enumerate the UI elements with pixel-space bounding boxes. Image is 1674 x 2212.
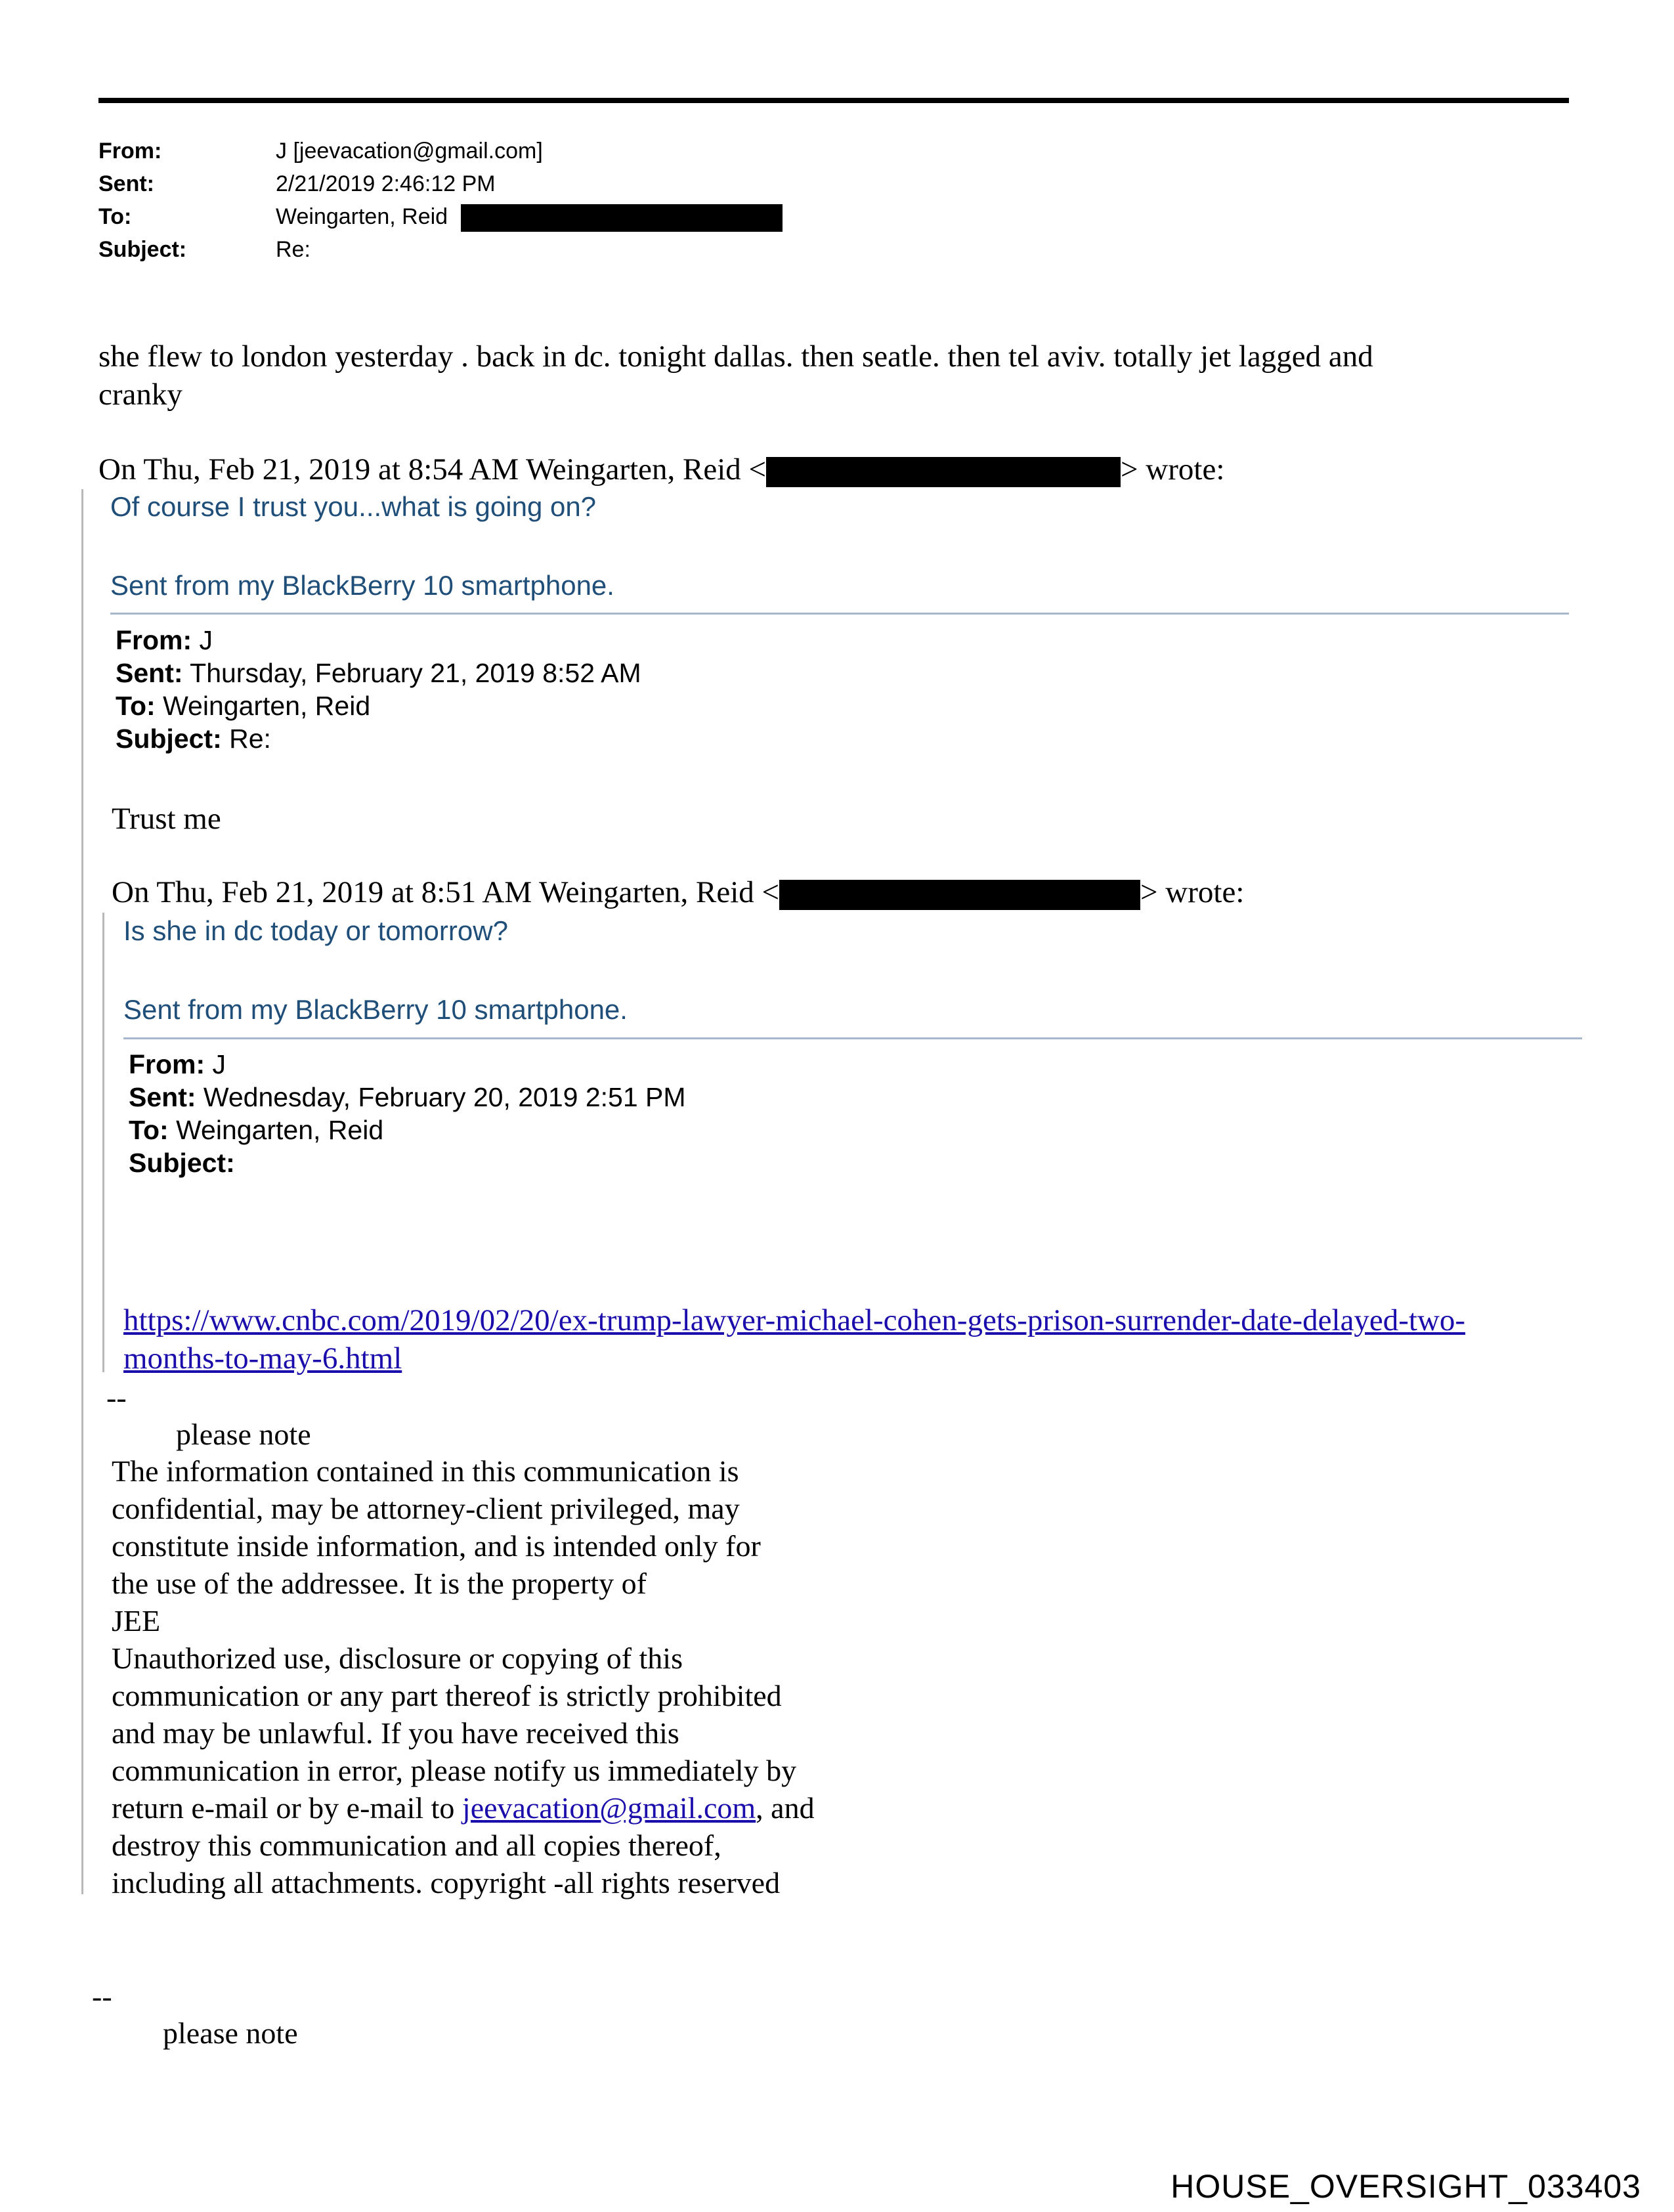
subject-value: Re: <box>276 237 311 262</box>
quote2-separator <box>123 1037 1582 1039</box>
quote1-reply: Trust me <box>112 802 221 836</box>
quote1-fw-sent-label: Sent: <box>116 658 183 688</box>
disclaimer-line: JEE <box>112 1604 161 1637</box>
to-row <box>276 200 783 233</box>
quote2-attribution <box>112 873 1244 911</box>
disclaimer-line: communication or any part thereof is strictly prohibited <box>112 1679 782 1712</box>
disclaimer-return-line <box>112 1789 815 1827</box>
from-value: J [jeevacation@gmail.com] <box>276 139 543 163</box>
article-link[interactable]: https://www.cnbc.com/2019/02/20/ex-trump-lawyer-michael-cohen-gets-prison-surrender-date-delayed-two- <box>123 1303 1466 1337</box>
quote2-signature: Sent from my BlackBerry 10 smartphone. <box>123 994 628 1025</box>
disclaimer-line: confidential, may be attorney-client privileged, may <box>112 1492 740 1525</box>
disclaimer-return-prefix: return e-mail or by e-mail to <box>112 1791 462 1825</box>
disclaimer-line: communication in error, please notify us immediately by <box>112 1754 797 1787</box>
redaction-bar <box>779 880 1140 910</box>
quote1-fw-sent <box>116 657 641 689</box>
quote2-body: Is she in dc today or tomorrow? <box>123 915 508 946</box>
quote2-attribution-prefix: On Thu, Feb 21, 2019 at 8:51 AM Weingarten, Reid < <box>112 875 780 909</box>
quote1-fw-from-label: From: <box>116 625 192 655</box>
quote2-fw-sent <box>129 1081 686 1114</box>
quote2-fw-from-label: From: <box>129 1049 205 1079</box>
redaction-bar <box>461 204 783 232</box>
quote1-fw-to <box>116 689 370 722</box>
article-link-cont[interactable]: months-to-may-6.html <box>123 1341 402 1376</box>
to-value: Weingarten, Reid <box>276 204 448 229</box>
quote2-fw-subject <box>129 1146 235 1179</box>
quote1-body: Of course I trust you...what is going on? <box>110 491 597 522</box>
disclaimer-line: constitute inside information, and is intended only for <box>112 1529 761 1563</box>
message-line-2: cranky <box>98 378 182 412</box>
disclaimer-line: Unauthorized use, disclosure or copying of this <box>112 1641 683 1675</box>
disclaimer-line: destroy this communication and all copies thereof, <box>112 1829 721 1862</box>
from-label: From: <box>98 139 162 163</box>
quote1-signature: Sent from my BlackBerry 10 smartphone. <box>110 570 614 601</box>
quote2-fw-to <box>129 1114 383 1146</box>
message-line-1: she flew to london yesterday . back in dc. tonight dallas. then seatle. then tel aviv. totally jet lagged and <box>98 339 1373 374</box>
outer-footer-dashes: -- <box>92 1980 112 2013</box>
disclaimer-return-suffix: , and <box>756 1791 815 1825</box>
quote1-fw-from-value: J <box>192 625 213 655</box>
quote2-border <box>102 913 104 1372</box>
sent-value: 2/21/2019 2:46:12 PM <box>276 171 496 196</box>
outer-footer-note: please note <box>163 2016 298 2050</box>
quote1-fw-subject <box>116 722 271 755</box>
email-link[interactable]: jeevacation@gmail.com <box>461 1791 756 1825</box>
disclaimer-line: the use of the addressee. It is the property of <box>112 1567 647 1600</box>
disclaimer-line: The information contained in this communication is <box>112 1454 739 1488</box>
quote1-fw-subject-label: Subject: <box>116 724 222 754</box>
quote1-border <box>81 489 83 1894</box>
subject-label: Subject: <box>98 237 187 262</box>
quote1-attribution-suffix: > wrote: <box>1121 452 1225 487</box>
disclaimer-line: and may be unlawful. If you have received this <box>112 1716 679 1750</box>
quote2-fw-sent-value: Wednesday, February 20, 2019 2:51 PM <box>196 1082 686 1112</box>
sent-label: Sent: <box>98 171 154 196</box>
footer-dashes: -- <box>106 1381 127 1414</box>
to-label: To: <box>98 204 132 229</box>
top-rule <box>98 98 1569 103</box>
footer-note: please note <box>176 1418 311 1451</box>
quote1-fw-sent-value: Thursday, February 21, 2019 8:52 AM <box>182 658 641 688</box>
quote2-fw-to-value: Weingarten, Reid <box>168 1115 384 1145</box>
quote2-fw-sent-label: Sent: <box>129 1082 196 1112</box>
disclaimer-line: including all attachments. copyright -all rights reserved <box>112 1866 781 1899</box>
quote2-fw-subject-label: Subject: <box>129 1148 235 1178</box>
bates-number: HOUSE_OVERSIGHT_033403 <box>1170 2168 1641 2205</box>
quote1-fw-to-label: To: <box>116 691 156 721</box>
quote2-fw-from <box>129 1048 226 1081</box>
quote1-attribution <box>98 450 1224 488</box>
redaction-bar <box>766 457 1121 487</box>
quote1-attribution-prefix: On Thu, Feb 21, 2019 at 8:54 AM Weingarten, Reid < <box>98 452 767 487</box>
quote1-fw-subject-value: Re: <box>221 724 271 754</box>
quote2-attribution-suffix: > wrote: <box>1140 875 1245 909</box>
quote2-fw-to-label: To: <box>129 1115 169 1145</box>
quote2-fw-from-value: J <box>205 1049 226 1079</box>
quote1-fw-to-value: Weingarten, Reid <box>155 691 371 721</box>
quote1-fw-from <box>116 624 213 657</box>
quote1-separator <box>110 613 1569 615</box>
